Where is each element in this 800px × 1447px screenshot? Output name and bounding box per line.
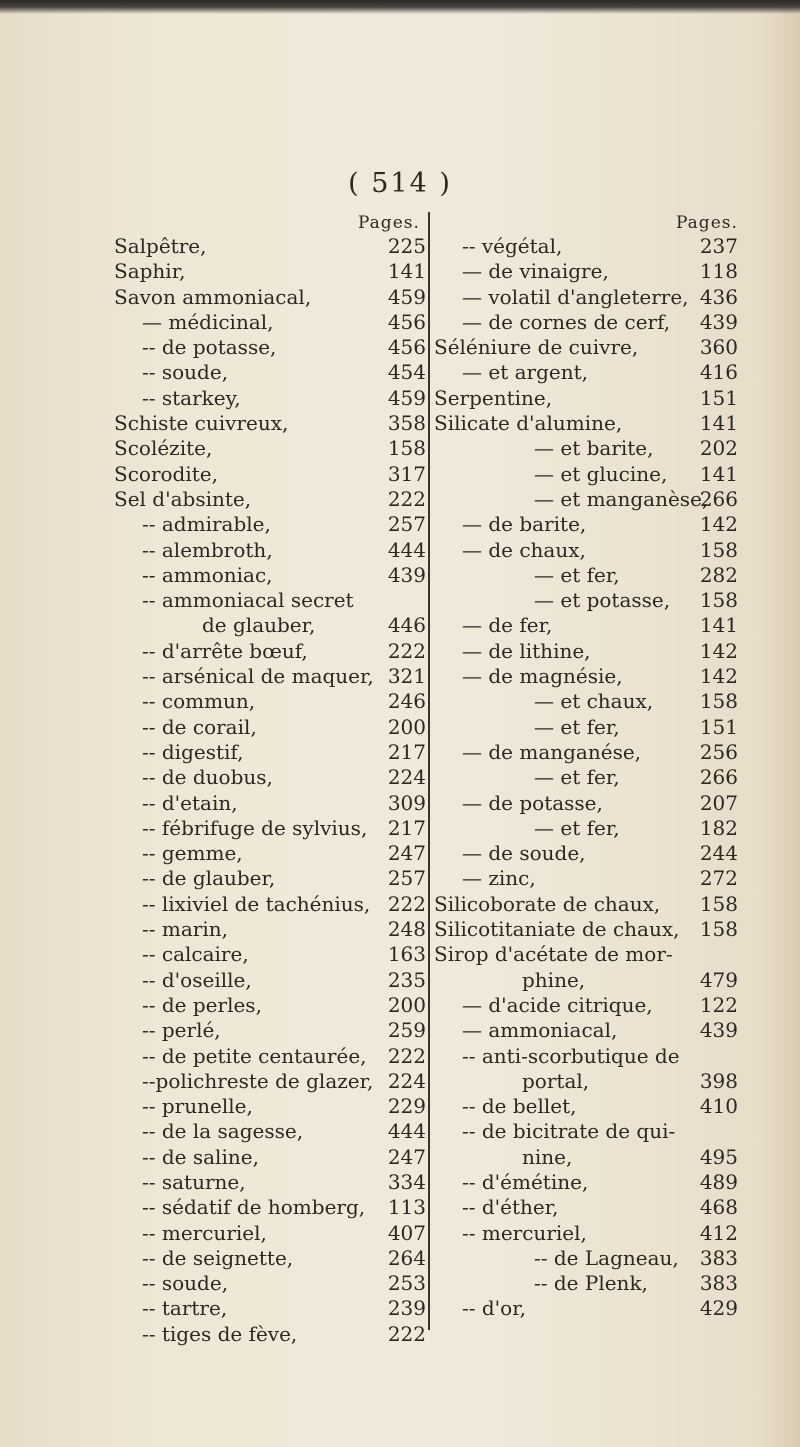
index-page-ref: 489 xyxy=(699,1169,738,1194)
index-term: -- de Plenk, xyxy=(534,1271,648,1296)
index-page-ref: 334 xyxy=(387,1169,426,1194)
index-entry xyxy=(434,1195,740,1220)
index-page-ref: 456 xyxy=(387,309,426,334)
index-entry xyxy=(434,538,740,563)
index-entry xyxy=(434,1271,740,1296)
index-term: — de vinaigre, xyxy=(462,259,609,284)
index-term: -- sédatif de homberg, xyxy=(142,1195,366,1220)
index-term: Silicotitaniate de chaux, xyxy=(434,917,680,942)
index-page-ref: 217 xyxy=(387,815,426,840)
index-entry xyxy=(434,411,740,436)
index-entry xyxy=(114,765,430,790)
index-page-ref: 407 xyxy=(387,1220,426,1245)
index-term: — d'acide citrique, xyxy=(462,992,653,1017)
index-term: -- d'arrête bœuf, xyxy=(142,638,308,663)
index-page-ref: 383 xyxy=(699,1245,738,1270)
index-entry xyxy=(114,310,430,335)
index-entry xyxy=(434,1069,740,1094)
index-entry xyxy=(114,563,430,588)
index-entry xyxy=(434,613,740,638)
index-entry xyxy=(434,1246,740,1271)
index-term: -- ammoniac, xyxy=(142,562,273,587)
index-term: -- de seignette, xyxy=(142,1245,294,1270)
index-entry xyxy=(434,715,740,740)
index-term: phine, xyxy=(522,967,586,992)
page-number: ( 514 ) xyxy=(348,168,452,199)
index-page-ref: 222 xyxy=(387,486,426,511)
index-term: — et manganèse, xyxy=(534,486,709,511)
index-term: — de soude, xyxy=(462,841,586,866)
index-entry xyxy=(114,1170,430,1195)
index-page-ref: 113 xyxy=(387,1195,426,1220)
index-entry xyxy=(434,664,740,689)
index-entry xyxy=(434,866,740,891)
index-page-ref: 259 xyxy=(387,1018,426,1043)
index-page-ref: 246 xyxy=(387,689,426,714)
index-page-ref: 272 xyxy=(699,866,738,891)
index-page-ref: 436 xyxy=(699,284,738,309)
index-entry xyxy=(434,436,740,461)
index-page-ref: 412 xyxy=(699,1220,738,1245)
index-entry xyxy=(434,259,740,284)
index-entry xyxy=(114,1322,430,1347)
index-entry xyxy=(434,588,740,613)
index-entry xyxy=(114,639,430,664)
index-page-ref: 141 xyxy=(387,259,426,284)
index-term: Sel d'absinte, xyxy=(114,486,252,511)
index-term: -- de Lagneau, xyxy=(534,1245,679,1270)
index-term: -- d'oseille, xyxy=(142,967,252,992)
index-page-ref: 317 xyxy=(387,461,426,486)
index-term: — médicinal, xyxy=(142,309,274,334)
index-term: -- végétal, xyxy=(462,234,563,258)
index-term: Sirop d'acétate de mor- xyxy=(434,942,673,967)
index-entry xyxy=(114,1018,430,1043)
index-term: — de manganése, xyxy=(462,739,642,764)
index-term: -- saturne, xyxy=(142,1169,246,1194)
index-page-ref: 158 xyxy=(387,436,426,461)
index-entry xyxy=(114,234,430,259)
index-entry xyxy=(434,791,740,816)
index-entry xyxy=(434,892,740,917)
index-term: Savon ammoniacal, xyxy=(114,284,312,309)
index-term: -- de petite centaurée, xyxy=(142,1043,367,1068)
index-page-ref: 200 xyxy=(387,992,426,1017)
index-page-ref: 235 xyxy=(387,967,426,992)
index-entry xyxy=(114,816,430,841)
index-term: -- de bicitrate de qui- xyxy=(462,1119,676,1144)
index-entry xyxy=(114,689,430,714)
index-page-ref: 247 xyxy=(387,1144,426,1169)
index-entry xyxy=(434,689,740,714)
index-page-ref: 244 xyxy=(699,841,738,866)
index-page-ref: 122 xyxy=(699,992,738,1017)
index-term: — et chaux, xyxy=(534,689,654,714)
index-page-ref: 410 xyxy=(699,1094,738,1119)
index-term: -- starkey, xyxy=(142,385,241,410)
index-entry xyxy=(114,917,430,942)
index-entry xyxy=(434,462,740,487)
index-term: — de lithine, xyxy=(462,638,591,663)
index-entry xyxy=(114,1119,430,1144)
index-term: -- commun, xyxy=(142,689,256,714)
index-term: Silicate d'alumine, xyxy=(434,411,623,436)
index-page-ref: 151 xyxy=(699,714,738,739)
index-page-ref: 309 xyxy=(387,790,426,815)
index-entry xyxy=(114,512,430,537)
index-entry xyxy=(434,285,740,310)
index-entry xyxy=(114,613,430,638)
index-page-ref: 266 xyxy=(699,765,738,790)
index-term: -- tiges de fève, xyxy=(142,1321,298,1346)
index-page-ref: 202 xyxy=(699,436,738,461)
index-page-ref: 158 xyxy=(699,689,738,714)
index-entry xyxy=(114,386,430,411)
index-page-ref: 439 xyxy=(699,309,738,334)
page-top-shadow xyxy=(0,0,800,14)
index-term: -- mercuriel, xyxy=(462,1220,587,1245)
index-term: -- marin, xyxy=(142,917,228,942)
index-term: Scorodite, xyxy=(114,461,218,486)
index-entry xyxy=(434,360,740,385)
index-page-ref: 239 xyxy=(387,1296,426,1321)
index-term: — de fer, xyxy=(462,613,553,638)
index-entry xyxy=(114,411,430,436)
index-page-ref: 321 xyxy=(387,664,426,689)
index-entry xyxy=(434,1119,740,1144)
index-page-ref: 416 xyxy=(699,360,738,385)
index-page-ref: 207 xyxy=(699,790,738,815)
left-index-column xyxy=(114,234,430,1347)
index-page-ref: 454 xyxy=(387,360,426,385)
index-entry xyxy=(114,791,430,816)
index-term: — de magnésie, xyxy=(462,664,623,689)
index-term: — de potasse, xyxy=(462,790,603,815)
index-term: --polichreste de glazer, xyxy=(142,1068,374,1093)
index-entry xyxy=(114,968,430,993)
index-term: — de barite, xyxy=(462,512,587,537)
index-page-ref: 459 xyxy=(387,385,426,410)
index-page-ref: 248 xyxy=(387,917,426,942)
index-page-ref: 439 xyxy=(699,1018,738,1043)
index-term: -- anti-scorbutique de xyxy=(462,1043,680,1068)
index-term: — ammoniacal, xyxy=(462,1018,618,1043)
index-term: -- arsénical de maquer, xyxy=(142,664,374,689)
index-term: — et fer, xyxy=(534,714,620,739)
index-term: -- de la sagesse, xyxy=(142,1119,304,1144)
index-entry xyxy=(434,1145,740,1170)
index-term: Silicoborate de chaux, xyxy=(434,891,661,916)
index-page-ref: 142 xyxy=(699,664,738,689)
index-term: -- admirable, xyxy=(142,512,271,537)
index-page-ref: 118 xyxy=(699,259,738,284)
index-entry xyxy=(434,563,740,588)
index-entry xyxy=(114,259,430,284)
right-column-header: Pages. xyxy=(676,213,738,233)
index-entry xyxy=(114,538,430,563)
index-entry xyxy=(434,1018,740,1043)
index-page-ref: 163 xyxy=(387,942,426,967)
index-term: -- ammoniacal secret xyxy=(142,588,354,613)
index-page-ref: 429 xyxy=(699,1296,738,1321)
index-entry xyxy=(434,234,740,259)
index-page-ref: 225 xyxy=(387,234,426,258)
index-page-ref: 158 xyxy=(699,537,738,562)
index-page-ref: 142 xyxy=(699,638,738,663)
index-entry xyxy=(114,740,430,765)
index-term: -- prunelle, xyxy=(142,1094,253,1119)
index-page-ref: 257 xyxy=(387,866,426,891)
index-entry xyxy=(434,639,740,664)
index-term: — et glucine, xyxy=(534,461,668,486)
index-page-ref: 247 xyxy=(387,841,426,866)
index-term: -- fébrifuge de sylvius, xyxy=(142,815,368,840)
index-term: Serpentine, xyxy=(434,385,553,410)
index-entry xyxy=(114,1296,430,1321)
index-term: -- lixiviel de tachénius, xyxy=(142,891,371,916)
index-entry xyxy=(434,1170,740,1195)
index-term: -- de potasse, xyxy=(142,335,277,360)
index-term: -- soude, xyxy=(142,360,229,385)
index-term: — volatil d'angleterre, xyxy=(462,284,689,309)
index-entry xyxy=(114,1145,430,1170)
index-entry xyxy=(114,462,430,487)
index-page-ref: 222 xyxy=(387,1321,426,1346)
index-term: — de chaux, xyxy=(462,537,586,562)
index-page-ref: 182 xyxy=(699,815,738,840)
index-entry xyxy=(434,968,740,993)
index-page-ref: 444 xyxy=(387,537,426,562)
index-entry xyxy=(434,993,740,1018)
index-page-ref: 383 xyxy=(699,1271,738,1296)
index-term: — et fer, xyxy=(534,562,620,587)
index-entry xyxy=(114,588,430,613)
index-term: -- gemme, xyxy=(142,841,243,866)
index-entry xyxy=(114,1044,430,1069)
index-term: -- tartre, xyxy=(142,1296,228,1321)
index-entry xyxy=(114,1221,430,1246)
index-term: — et barite, xyxy=(534,436,654,461)
index-term: -- perlé, xyxy=(142,1018,221,1043)
index-page-ref: 282 xyxy=(699,562,738,587)
index-page-ref: 256 xyxy=(699,739,738,764)
index-entry xyxy=(114,942,430,967)
index-page-ref: 141 xyxy=(699,613,738,638)
index-page-ref: 439 xyxy=(387,562,426,587)
index-term: -- de duobus, xyxy=(142,765,273,790)
index-page-ref: 459 xyxy=(387,284,426,309)
index-term: — et potasse, xyxy=(534,588,671,613)
index-term: — et fer, xyxy=(534,765,620,790)
index-page-ref: 222 xyxy=(387,638,426,663)
left-column-header: Pages. xyxy=(358,213,420,233)
index-term: de glauber, xyxy=(202,613,316,638)
index-page-ref: 142 xyxy=(699,512,738,537)
index-term: -- digestif, xyxy=(142,739,244,764)
index-term: -- d'or, xyxy=(462,1296,526,1321)
index-term: -- de corail, xyxy=(142,714,257,739)
index-page-ref: 158 xyxy=(699,588,738,613)
index-term: Séléniure de cuivre, xyxy=(434,335,639,360)
index-entry xyxy=(114,841,430,866)
index-entry xyxy=(434,1296,740,1321)
index-page-ref: 158 xyxy=(699,891,738,916)
index-entry xyxy=(434,816,740,841)
index-page-ref: 444 xyxy=(387,1119,426,1144)
index-entry xyxy=(114,1246,430,1271)
index-entry xyxy=(114,866,430,891)
index-entry xyxy=(114,285,430,310)
index-page-ref: 229 xyxy=(387,1094,426,1119)
index-page-ref: 264 xyxy=(387,1245,426,1270)
index-page-ref: 222 xyxy=(387,891,426,916)
index-entry xyxy=(114,892,430,917)
index-entry xyxy=(434,335,740,360)
index-entry xyxy=(434,917,740,942)
index-page-ref: 479 xyxy=(699,967,738,992)
index-term: -- de glauber, xyxy=(142,866,276,891)
index-term: Saphir, xyxy=(114,259,186,284)
index-page-ref: 468 xyxy=(699,1195,738,1220)
index-page-ref: 257 xyxy=(387,512,426,537)
index-page-ref: 358 xyxy=(387,411,426,436)
index-page-ref: 237 xyxy=(699,234,738,258)
index-page-ref: 253 xyxy=(387,1271,426,1296)
index-term: -- calcaire, xyxy=(142,942,249,967)
index-term: -- d'émétine, xyxy=(462,1169,589,1194)
index-term: portal, xyxy=(522,1068,590,1093)
index-term: — et fer, xyxy=(534,815,620,840)
index-entry xyxy=(434,765,740,790)
index-term: -- soude, xyxy=(142,1271,229,1296)
index-term: Salpêtre, xyxy=(114,234,207,258)
index-entry xyxy=(434,1094,740,1119)
index-entry xyxy=(434,386,740,411)
index-page-ref: 217 xyxy=(387,739,426,764)
index-page-ref: 446 xyxy=(387,613,426,638)
index-entry xyxy=(114,1271,430,1296)
index-entry xyxy=(114,1094,430,1119)
right-index-column xyxy=(434,234,740,1322)
index-page-ref: 151 xyxy=(699,385,738,410)
index-entry xyxy=(434,512,740,537)
index-entry xyxy=(114,715,430,740)
index-term: -- de perles, xyxy=(142,992,262,1017)
index-page-ref: 158 xyxy=(699,917,738,942)
index-page-ref: 224 xyxy=(387,1068,426,1093)
index-page-ref: 456 xyxy=(387,335,426,360)
index-entry xyxy=(434,1221,740,1246)
index-entry xyxy=(114,487,430,512)
index-page-ref: 200 xyxy=(387,714,426,739)
index-entry xyxy=(114,436,430,461)
index-term: Scolézite, xyxy=(114,436,213,461)
index-page-ref: 266 xyxy=(699,486,738,511)
index-entry xyxy=(114,1195,430,1220)
index-page-ref: 141 xyxy=(699,461,738,486)
index-term: -- d'éther, xyxy=(462,1195,559,1220)
index-term: -- d'etain, xyxy=(142,790,238,815)
index-entry xyxy=(434,1044,740,1069)
index-page-ref: 495 xyxy=(699,1144,738,1169)
index-page-ref: 360 xyxy=(699,335,738,360)
index-entry xyxy=(434,310,740,335)
index-term: — de cornes de cerf, xyxy=(462,309,671,334)
index-entry xyxy=(114,1069,430,1094)
index-entry xyxy=(434,841,740,866)
index-entry xyxy=(434,942,740,967)
index-term: -- alembroth, xyxy=(142,537,273,562)
index-term: -- mercuriel, xyxy=(142,1220,267,1245)
index-entry xyxy=(114,335,430,360)
index-page-ref: 224 xyxy=(387,765,426,790)
index-term: — zinc, xyxy=(462,866,536,891)
index-page-ref: 398 xyxy=(699,1068,738,1093)
index-page-ref: 222 xyxy=(387,1043,426,1068)
index-term: — et argent, xyxy=(462,360,588,385)
index-entry xyxy=(434,487,740,512)
index-entry xyxy=(114,360,430,385)
index-page-ref: 141 xyxy=(699,411,738,436)
index-entry xyxy=(434,740,740,765)
index-term: -- de bellet, xyxy=(462,1094,577,1119)
index-term: Schiste cuivreux, xyxy=(114,411,289,436)
index-term: nine, xyxy=(522,1144,573,1169)
index-entry xyxy=(114,664,430,689)
index-entry xyxy=(114,993,430,1018)
index-term: -- de saline, xyxy=(142,1144,259,1169)
